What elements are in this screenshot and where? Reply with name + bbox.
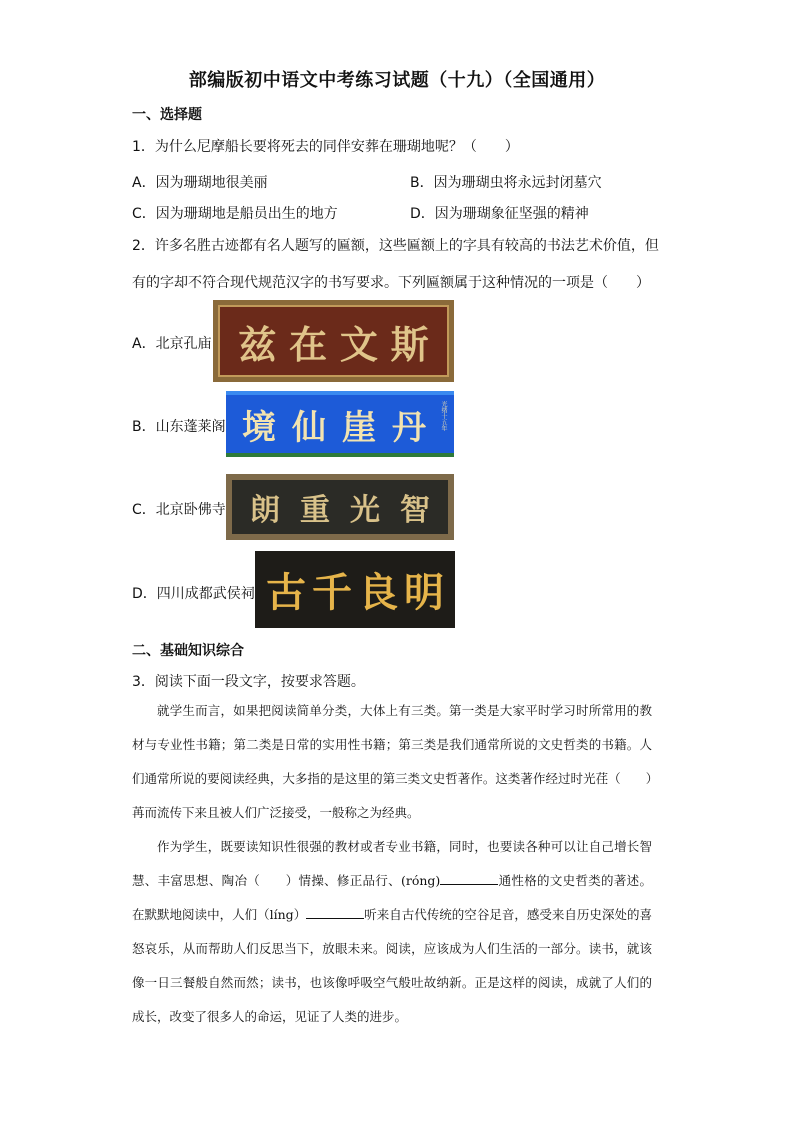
plaque-image-a [213,300,454,382]
plaque-char: 境 [242,407,276,448]
question-2-option-b-label: B．山东蓬莱阁 [132,419,226,435]
question-2-option-a-label: A．北京孔庙 [132,336,212,352]
plaque-seal-text: 光绪十五年 [440,401,447,431]
fill-blank[interactable] [306,906,364,919]
passage-text: 通性格的文史哲类的著述。在默默地阅读中，人们（líng） [132,873,652,922]
plaque-char: 仙 [292,407,326,448]
page-title: 部编版初中语文中考练习试题（十九）（全国通用） [188,70,606,91]
plaque-char: 丹 [392,407,426,448]
plaque-char: 明 [404,569,444,616]
question-1-option-c: C．因为珊瑚地是船员出生的地方 [132,206,338,222]
plaque-char: 良 [358,569,398,616]
section-heading-basics: 二、基础知识综合 [132,643,244,659]
question-1-option-d: D．因为珊瑚象征坚强的精神 [410,206,589,222]
passage-paragraph-1: 就学生而言，如果把阅读简单分类，大体上有三类。第一类是大家平时学习时所常用的教材与专业性书籍；第二类是日常的实用性书籍；第三类是我们通常所说的文史哲类的书籍。人们通常所说的要阅读经典，大多指的是这里的第三类文史哲著作。这类著作经过时光荏（ ）苒而流传下来且被人们广泛接受，一般称之为经典。 [132,703,652,820]
question-3-stem: 3．阅读下面一段文字，按要求答题。 [132,674,365,690]
plaque-image-c [226,474,454,540]
passage-text: 作为学生，既要读知识性很强的教材或者专业书籍，同时，也要读各种可以让自己增长智慧、丰富思想、陶冶（ ）情操、修正品行、(róng) [132,839,652,888]
reading-passage [132,694,652,1034]
plaque-char: 重 [300,493,330,528]
plaque-char: 古 [266,569,306,616]
question-1-option-b: B．因为珊瑚虫将永远封闭墓穴 [410,175,602,191]
plaque-image-d [255,551,455,628]
plaque-char: 文 [339,321,378,367]
section-heading-choice: 一、选择题 [132,107,202,123]
question-1-option-a: A．因为珊瑚地很美丽 [132,175,268,191]
plaque-char: 智 [400,493,430,528]
question-2-stem-line2: 有的字却不符合现代规范汉字的书写要求。下列匾额属于这种情况的一项是（ ） [132,275,650,291]
plaque-image-b [226,391,454,457]
plaque-char: 兹 [238,321,277,367]
question-2-option-c-label: C．北京卧佛寺 [132,502,226,518]
question-2-option-d-label: D．四川成都武侯祠 [132,586,255,602]
fill-blank[interactable] [440,872,498,885]
plaque-char: 在 [289,321,328,367]
plaque-char: 朗 [250,493,280,528]
plaque-char: 斯 [390,321,429,367]
question-2-stem-line1: 2．许多名胜古迹都有名人题写的匾额，这些匾额上的字具有较高的书法艺术价值，但 [132,238,659,254]
plaque-char: 崖 [342,407,376,448]
question-1-stem: 1．为什么尼摩船长要将死去的同伴安葬在珊瑚地呢？（ ） [132,139,519,155]
plaque-char: 光 [350,493,380,528]
passage-paragraph-2 [132,830,652,1034]
passage-text: 听来自古代传统的空谷足音，感受来自历史深处的喜怒哀乐，从而帮助人们反思当下，放眼未来。阅读，应该成为人们生活的一部分。读书，就该像一日三餐般自然而然；读书，也该像呼吸空气般吐故纳新。正是这样的阅读，成就了人们的成长，改变了很多人的命运，见证了人类的进步。 [132,907,652,1024]
plaque-char: 千 [312,569,352,616]
